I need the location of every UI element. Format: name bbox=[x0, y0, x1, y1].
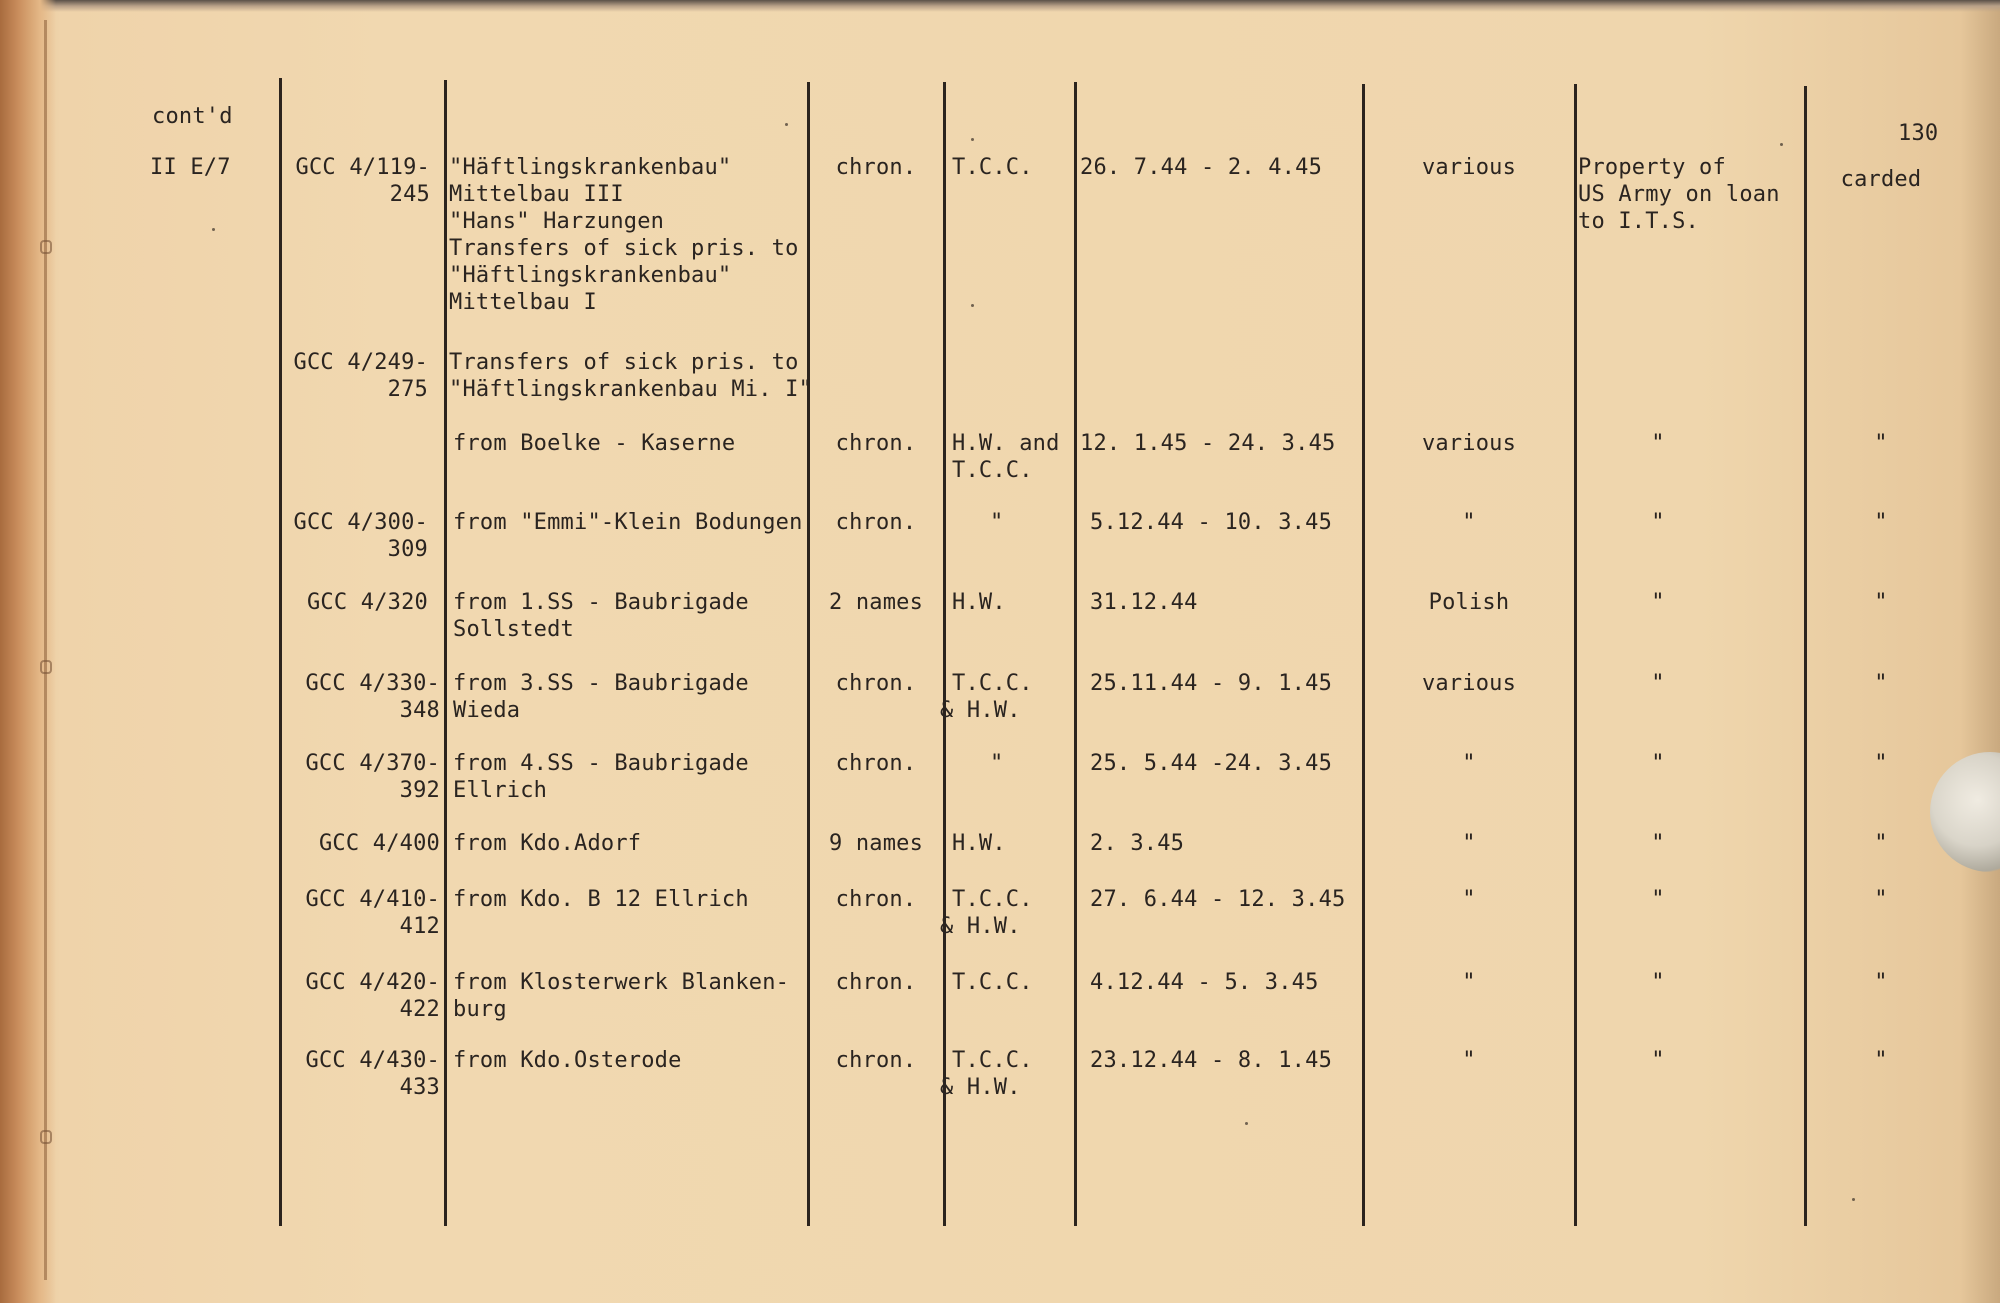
arrangement-cell: chron. bbox=[835, 751, 917, 776]
date-range-cell: 23.12.44 - 8. 1.45 bbox=[1090, 1048, 1333, 1073]
archive-reference: GCC 4/249- bbox=[293, 350, 428, 375]
arrangement-cell: chron. bbox=[835, 887, 917, 912]
record-type-cell: & H.W. bbox=[940, 914, 1021, 939]
archive-reference: GCC 4/430- bbox=[305, 1048, 440, 1073]
archive-reference: GCC 4/320 bbox=[306, 590, 428, 615]
description-line: from Boelke - Kaserne bbox=[453, 431, 736, 456]
remarks-cell: " bbox=[1651, 1048, 1665, 1073]
paper-speck bbox=[971, 304, 974, 307]
record-type-cell: T.C.C. bbox=[952, 671, 1033, 696]
record-type-cell: T.C.C. bbox=[952, 1048, 1033, 1073]
remarks-cell: " bbox=[1651, 510, 1665, 535]
record-type-cell: H.W. bbox=[952, 590, 1006, 615]
status-cell: " bbox=[1874, 590, 1888, 615]
paper-speck bbox=[1245, 1122, 1248, 1125]
status-cell: carded bbox=[1840, 167, 1922, 192]
arrangement-cell: chron. bbox=[835, 970, 917, 995]
remarks-cell: " bbox=[1651, 751, 1665, 776]
archive-reference-range-end: 433 bbox=[399, 1075, 440, 1100]
archive-reference: GCC 4/420- bbox=[305, 970, 440, 995]
archive-reference-range-end: 245 bbox=[389, 182, 430, 207]
status-cell: " bbox=[1874, 431, 1888, 456]
description-line: Mittelbau III bbox=[449, 182, 624, 207]
date-range-cell: 25. 5.44 -24. 3.45 bbox=[1090, 751, 1333, 776]
remarks-cell: Property of bbox=[1578, 155, 1726, 180]
nationality-cell: " bbox=[1462, 887, 1476, 912]
nationality-cell: " bbox=[1462, 510, 1476, 535]
status-cell: " bbox=[1874, 1048, 1888, 1073]
paper-speck bbox=[212, 228, 215, 231]
column-rule bbox=[1074, 82, 1077, 1226]
page-top-shadow bbox=[0, 0, 2000, 12]
date-range-cell: 31.12.44 bbox=[1090, 590, 1198, 615]
archive-reference: GCC 4/119- bbox=[295, 155, 430, 180]
record-type-cell: H.W. bbox=[952, 831, 1006, 856]
arrangement-cell: chron. bbox=[835, 431, 917, 456]
nationality-cell: " bbox=[1462, 751, 1476, 776]
description-line: burg bbox=[453, 997, 507, 1022]
arrangement-cell: chron. bbox=[835, 1048, 917, 1073]
date-range-cell: 4.12.44 - 5. 3.45 bbox=[1090, 970, 1319, 995]
remarks-cell: " bbox=[1651, 887, 1665, 912]
book-binding bbox=[0, 0, 56, 1303]
nationality-cell: " bbox=[1462, 970, 1476, 995]
description-line: Transfers of sick pris. to bbox=[449, 236, 799, 261]
date-range-cell: 26. 7.44 - 2. 4.45 bbox=[1080, 155, 1323, 180]
archive-reference: GCC 4/410- bbox=[305, 887, 440, 912]
record-type-cell: " bbox=[990, 751, 1004, 776]
record-type-cell: T.C.C. bbox=[952, 458, 1033, 483]
binding-thread bbox=[40, 1130, 52, 1144]
remarks-cell: " bbox=[1651, 590, 1665, 615]
status-cell: " bbox=[1874, 751, 1888, 776]
description-line: from Kdo. B 12 Ellrich bbox=[453, 887, 749, 912]
column-rule bbox=[444, 80, 447, 1226]
archive-reference: GCC 4/370- bbox=[305, 751, 440, 776]
record-type-cell: & H.W. bbox=[940, 698, 1021, 723]
nationality-cell: Polish bbox=[1428, 590, 1510, 615]
description-line: Transfers of sick pris. to bbox=[449, 350, 799, 375]
description-line: from "Emmi"-Klein Bodungen bbox=[453, 510, 803, 535]
description-line: Wieda bbox=[453, 698, 521, 723]
description-line: "Häftlingskrankenbau" bbox=[449, 263, 732, 288]
date-range-cell: 27. 6.44 - 12. 3.45 bbox=[1090, 887, 1346, 912]
description-line: from 1.SS - Baubrigade bbox=[453, 590, 749, 615]
remarks-cell: " bbox=[1651, 671, 1665, 696]
archive-reference-range-end: 412 bbox=[399, 914, 440, 939]
paper-speck bbox=[1852, 1198, 1855, 1201]
archive-reference: GCC 4/400 bbox=[318, 831, 440, 856]
archive-reference-range-end: 392 bbox=[399, 778, 440, 803]
paper-speck bbox=[785, 123, 788, 126]
status-cell: " bbox=[1874, 510, 1888, 535]
archive-reference-range-end: 309 bbox=[387, 537, 428, 562]
status-cell: " bbox=[1874, 887, 1888, 912]
archive-reference-range-end: 422 bbox=[399, 997, 440, 1022]
record-type-cell: & H.W. bbox=[940, 1075, 1021, 1100]
arrangement-cell: 9 names bbox=[828, 831, 924, 856]
record-type-cell: H.W. and bbox=[952, 431, 1060, 456]
description-line: "Häftlingskrankenbau Mi. I" bbox=[449, 377, 813, 402]
status-cell: " bbox=[1874, 831, 1888, 856]
description-line: from 4.SS - Baubrigade bbox=[453, 751, 749, 776]
binding-thread bbox=[40, 240, 52, 254]
archive-reference-range-end: 275 bbox=[387, 377, 428, 402]
remarks-cell: " bbox=[1651, 831, 1665, 856]
record-type-cell: T.C.C. bbox=[952, 970, 1033, 995]
record-type-cell: " bbox=[990, 510, 1004, 535]
remarks-cell: to I.T.S. bbox=[1578, 209, 1700, 234]
record-type-cell: T.C.C. bbox=[952, 155, 1033, 180]
arrangement-cell: chron. bbox=[835, 155, 917, 180]
nationality-cell: " bbox=[1462, 831, 1476, 856]
binding-thread bbox=[40, 660, 52, 674]
date-range-cell: 12. 1.45 - 24. 3.45 bbox=[1080, 431, 1336, 456]
column-rule bbox=[1804, 86, 1807, 1226]
nationality-cell: various bbox=[1421, 431, 1517, 456]
status-cell: " bbox=[1874, 970, 1888, 995]
description-line: "Hans" Harzungen bbox=[449, 209, 665, 234]
date-range-cell: 5.12.44 - 10. 3.45 bbox=[1090, 510, 1333, 535]
archive-reference: GCC 4/330- bbox=[305, 671, 440, 696]
description-line: from 3.SS - Baubrigade bbox=[453, 671, 749, 696]
nationality-cell: various bbox=[1421, 155, 1517, 180]
nationality-cell: various bbox=[1421, 671, 1517, 696]
paper-speck bbox=[1780, 143, 1783, 146]
paper-speck bbox=[971, 138, 974, 141]
arrangement-cell: 2 names bbox=[828, 590, 924, 615]
description-line: "Häftlingskrankenbau" bbox=[449, 155, 732, 180]
column-rule bbox=[1574, 84, 1577, 1226]
status-cell: " bbox=[1874, 671, 1888, 696]
binding-crease bbox=[44, 20, 47, 1280]
column-rule bbox=[943, 82, 946, 1226]
remarks-cell: " bbox=[1651, 970, 1665, 995]
date-range-cell: 2. 3.45 bbox=[1090, 831, 1185, 856]
description-line: from Klosterwerk Blanken- bbox=[453, 970, 790, 995]
column-rule bbox=[279, 78, 282, 1226]
contd-label: cont'd bbox=[152, 104, 233, 129]
arrangement-cell: chron. bbox=[835, 510, 917, 535]
archive-reference-range-end: 348 bbox=[399, 698, 440, 723]
nationality-cell: " bbox=[1462, 1048, 1476, 1073]
section-code: II E/7 bbox=[150, 155, 231, 180]
description-line: from Kdo.Adorf bbox=[453, 831, 642, 856]
description-line: from Kdo.Osterode bbox=[453, 1048, 682, 1073]
page-number: 130 bbox=[1898, 121, 1939, 146]
description-line: Ellrich bbox=[453, 778, 548, 803]
record-type-cell: T.C.C. bbox=[952, 887, 1033, 912]
date-range-cell: 25.11.44 - 9. 1.45 bbox=[1090, 671, 1333, 696]
remarks-cell: US Army on loan bbox=[1578, 182, 1780, 207]
description-line: Mittelbau I bbox=[449, 290, 597, 315]
remarks-cell: " bbox=[1651, 431, 1665, 456]
archive-reference: GCC 4/300- bbox=[293, 510, 428, 535]
arrangement-cell: chron. bbox=[835, 671, 917, 696]
column-rule bbox=[807, 82, 810, 1226]
description-line: Sollstedt bbox=[453, 617, 575, 642]
column-rule bbox=[1362, 84, 1365, 1226]
